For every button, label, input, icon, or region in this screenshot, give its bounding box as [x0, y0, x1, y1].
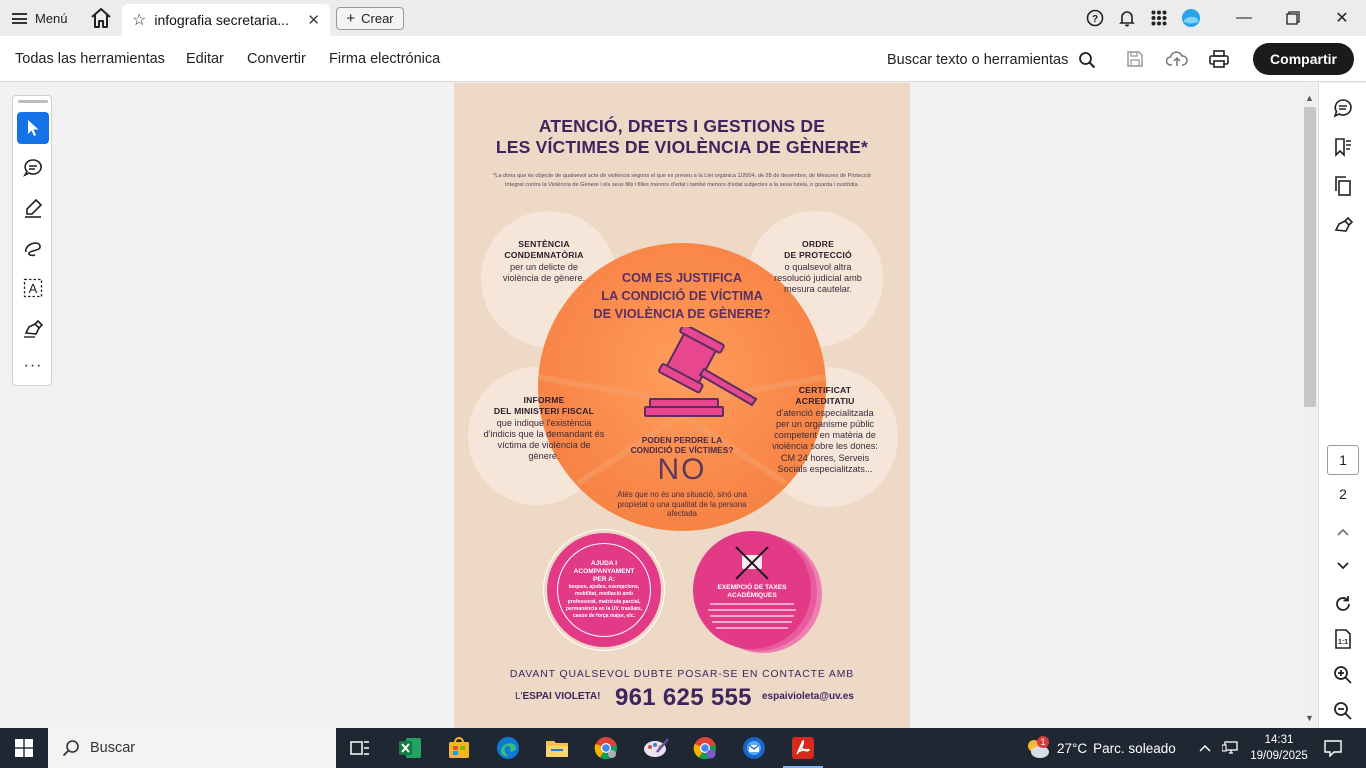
page-fit-button[interactable] — [1332, 628, 1354, 650]
minimize-icon: — — [1236, 9, 1252, 26]
exempcio-fine-print — [706, 601, 798, 635]
sentencia-title-1: SENTÈNCIA — [518, 239, 570, 249]
paint-icon — [643, 737, 669, 759]
weather-widget[interactable] — [1025, 728, 1176, 768]
informe-title-1: INFORME — [523, 395, 565, 405]
task-view-icon — [350, 739, 370, 757]
page-2-thumbnail[interactable]: 2 — [1339, 486, 1347, 502]
zoom-in-icon — [1333, 665, 1353, 685]
document-page — [454, 83, 910, 728]
sign-tool[interactable] — [17, 312, 49, 344]
svg-text:A: A — [28, 281, 38, 296]
gavel-icon — [642, 327, 762, 419]
ordre-title-2: DE PROTECCIÓ — [784, 250, 852, 261]
more-tools[interactable] — [17, 350, 49, 382]
question-line-3: DE VIOLÈNCIA DE GÈNERE? — [593, 306, 771, 321]
edge-app[interactable] — [484, 728, 532, 768]
notification-icon — [1324, 739, 1342, 757]
draw-tool[interactable] — [17, 232, 49, 264]
file-explorer-app[interactable] — [533, 728, 581, 768]
share-button[interactable]: Compartir — [1253, 43, 1354, 75]
profile-icon — [1181, 8, 1201, 28]
save-icon — [1126, 50, 1144, 68]
svg-text:?: ? — [1091, 14, 1099, 25]
task-view-button[interactable] — [336, 728, 384, 768]
more-icon: ··· — [23, 357, 43, 374]
scroll-down-arrow[interactable]: ▼ — [1305, 713, 1314, 723]
outlook-app[interactable] — [730, 728, 778, 768]
menu-icon — [12, 13, 27, 24]
excel-icon — [398, 737, 422, 759]
store-app[interactable] — [435, 728, 483, 768]
profile-button[interactable] — [1181, 8, 1201, 28]
help-button[interactable] — [1085, 8, 1105, 28]
taskbar-search-label: Buscar — [90, 740, 136, 756]
fill-sign-icon — [1333, 215, 1353, 235]
espai-name: ESPAI VIOLETA! — [522, 691, 601, 702]
question-line-2: LA CONDICIÓ DE VÍCTIMA — [601, 288, 763, 303]
fill-sign-button[interactable] — [1332, 214, 1354, 236]
document-title — [454, 116, 910, 158]
phone-number: 961 625 555 — [615, 684, 752, 711]
quick-tools-panel — [12, 95, 52, 386]
bookmark-icon — [1333, 137, 1353, 157]
espai-violeta-label — [515, 691, 600, 702]
taskbar — [0, 728, 1366, 768]
pages-button[interactable] — [1332, 175, 1354, 197]
chrome-app[interactable] — [582, 728, 630, 768]
acrobat-app[interactable] — [779, 728, 827, 768]
weather-temperature: 27°C — [1057, 740, 1088, 756]
title-line-1: ATENCIÓ, DRETS I GESTIONS DE — [538, 116, 826, 136]
exempcio-title: EXEMPCIÓ DE TAXES ACADÈMIQUES — [717, 584, 787, 599]
print-button[interactable] — [1208, 48, 1230, 70]
search-icon — [62, 739, 80, 757]
question-line-1: COM ES JUSTIFICA — [621, 270, 743, 285]
email-address[interactable]: espaivioleta@uv.es — [762, 691, 854, 702]
title-bar — [0, 0, 1366, 36]
ai-assistant-icon — [1333, 98, 1353, 118]
chevron-up-icon — [1336, 527, 1350, 537]
certificat-text — [772, 385, 878, 475]
paint-app[interactable] — [632, 728, 680, 768]
system-clock[interactable] — [1246, 732, 1312, 764]
ai-assistant-button[interactable] — [1332, 97, 1354, 119]
window-close-button[interactable] — [1330, 6, 1354, 30]
panel-grip[interactable] — [18, 100, 48, 103]
page-1-thumbnail[interactable]: 1 — [1327, 445, 1359, 475]
menu-convert[interactable]: Convertir — [247, 51, 306, 67]
title-line-2: LES VÍCTIMES DE VIOLÈNCIA DE GÈNERE* — [495, 137, 869, 157]
maximize-icon — [1286, 11, 1300, 25]
informe-title-2: DEL MINISTERI FISCAL — [493, 406, 595, 417]
menu-all-tools[interactable]: Todas las herramientas — [15, 51, 165, 67]
search-tools-label: Buscar texto o herramientas — [887, 52, 1069, 68]
store-icon — [448, 737, 470, 759]
menu-edit[interactable]: Editar — [186, 51, 224, 67]
bookmarks-button[interactable] — [1332, 136, 1354, 158]
rotate-button[interactable] — [1332, 593, 1354, 615]
clock-date: 19/09/2025 — [1250, 750, 1308, 762]
contact-line: DAVANT QUALSEVOL DUBTE POSAR-SE EN CONTACTE AMB — [509, 669, 855, 680]
bell-icon — [1118, 9, 1136, 27]
upload-button[interactable] — [1166, 48, 1188, 70]
clock-time: 14:31 — [1264, 734, 1294, 746]
home-button[interactable] — [88, 6, 114, 30]
certificat-body: d'atenció especialitzada per un organisme públic competent en matèria de violència sobre les dones: CM 24 hores, Serveis Socials especialitzats... — [772, 407, 878, 475]
svg-text:1:1: 1:1 — [1337, 639, 1349, 646]
star-icon[interactable]: ☆ — [132, 12, 147, 29]
scroll-up-arrow[interactable]: ▲ — [1305, 93, 1314, 103]
excel-app[interactable] — [386, 728, 434, 768]
document-workspace — [0, 83, 1318, 728]
select-icon — [25, 119, 41, 137]
chevron-up-icon — [1198, 743, 1212, 753]
central-question — [574, 269, 790, 323]
upload-icon — [1166, 50, 1188, 68]
search-tools-button[interactable] — [887, 51, 1096, 69]
menu-e-sign[interactable]: Firma electrónica — [329, 51, 441, 67]
show-hidden-icons[interactable] — [1198, 728, 1212, 768]
print-icon — [1209, 50, 1229, 68]
text-box-tool[interactable] — [17, 272, 49, 304]
ajuda-title: AJUDA I ACOMPANYAMENT PER A: — [573, 560, 635, 583]
sentencia-title-2: CONDEMNATÒRIA — [504, 250, 584, 261]
no-answer: NO — [657, 453, 707, 486]
plus-icon: + — [346, 10, 356, 27]
perdre-question — [614, 435, 750, 455]
window-close-icon: ✕ — [1335, 10, 1349, 27]
create-label: Crear — [361, 11, 394, 26]
perdre-line-2: CONDICIÓ DE VÍCTIMES? — [630, 445, 734, 455]
right-rail — [1318, 83, 1366, 728]
pages-icon — [1333, 176, 1353, 196]
tab-title: infografia secretaria... — [154, 12, 289, 28]
menu-button[interactable] — [12, 7, 68, 29]
next-page-button[interactable] — [1332, 555, 1354, 577]
weather-description: Parc. soleado — [1093, 740, 1176, 756]
espai-prefix: L' — [515, 691, 523, 702]
save-button[interactable] — [1124, 48, 1146, 70]
document-tab[interactable] — [122, 4, 330, 36]
informe-body: que indique l'existència d'indicis que la demandant és víctima de violència de gènere. — [483, 417, 605, 462]
highlight-icon — [23, 198, 43, 218]
page-fit-icon — [1334, 629, 1352, 649]
comment-tool[interactable] — [17, 152, 49, 184]
notifications-button[interactable] — [1117, 8, 1137, 28]
ates-text: Atès que no és una situació, sinó una propietat o una qualitat de la persona afectada — [617, 490, 747, 518]
file-explorer-icon — [545, 738, 569, 758]
start-button[interactable] — [0, 728, 48, 768]
chrome-profile-icon — [693, 736, 717, 760]
sentencia-body: per un delicte de violència de gènere. — [502, 261, 586, 283]
ordre-title-1: ORDRE — [801, 239, 835, 249]
tools-bar — [0, 36, 1366, 82]
network-icon — [1222, 741, 1240, 755]
weather-badge: 1 — [1037, 736, 1049, 748]
windows-icon — [15, 739, 33, 757]
document-note: *La dona que és objecte de qualsevol acte de violència segons el que es preveu a la Llei orgànica 1/2004, de 28 de desembre, de Mesures de Protecció Integral contra la Violència de Gènere i els seus fills i filles menors d'edat i també menors d'edat subjectes a la seua tutela, o guarda i custòdia. — [493, 173, 871, 188]
zoom-in-button[interactable] — [1332, 664, 1354, 686]
acrobat-icon — [791, 736, 815, 760]
menu-label: Menú — [35, 10, 68, 26]
certificat-title-1: CERTIFICAT — [798, 385, 852, 395]
certificat-title-2: ACREDITATIU — [795, 396, 855, 407]
chrome-profile-app[interactable] — [681, 728, 729, 768]
rotate-icon — [1333, 594, 1353, 614]
perdre-line-1: PODEN PERDRE LA — [641, 435, 723, 445]
comment-icon — [23, 158, 43, 178]
network-status[interactable] — [1222, 728, 1240, 768]
maximize-button[interactable] — [1281, 6, 1305, 30]
no-fees-icon — [732, 545, 772, 581]
informe-text — [482, 395, 606, 463]
select-tool[interactable] — [17, 112, 49, 144]
ordre-body: o qualsevol altra resolució judicial amb mesura cautelar. — [774, 261, 862, 295]
weather-icon — [1025, 736, 1051, 760]
chrome-icon — [594, 736, 618, 760]
draw-icon — [23, 238, 43, 258]
edge-icon — [496, 736, 520, 760]
previous-page-button[interactable] — [1332, 521, 1354, 543]
apps-button[interactable] — [1149, 8, 1169, 28]
highlight-tool[interactable] — [17, 192, 49, 224]
notification-center[interactable] — [1324, 728, 1342, 768]
search-icon — [1078, 51, 1096, 69]
text-box-icon — [23, 278, 43, 298]
vertical-scrollbar[interactable] — [1302, 83, 1318, 728]
scroll-thumb[interactable] — [1304, 107, 1316, 407]
close-icon[interactable]: ✕ — [307, 12, 320, 29]
chevron-down-icon — [1336, 561, 1350, 571]
outlook-icon — [742, 736, 766, 760]
zoom-out-button[interactable] — [1332, 700, 1354, 722]
zoom-out-icon — [1333, 701, 1353, 721]
taskbar-search[interactable] — [48, 728, 336, 768]
sign-icon — [23, 318, 43, 338]
help-icon — [1086, 9, 1104, 27]
home-icon — [88, 6, 114, 30]
ajuda-body: beques, ajudes, exempcions, mobilitat, mediació amb professorat, matrícula parcial, permanència en la UV, trasllats, casos de força major, etc. — [565, 584, 643, 620]
create-button[interactable] — [336, 7, 404, 30]
apps-icon — [1151, 10, 1167, 26]
minimize-button[interactable] — [1232, 6, 1256, 30]
